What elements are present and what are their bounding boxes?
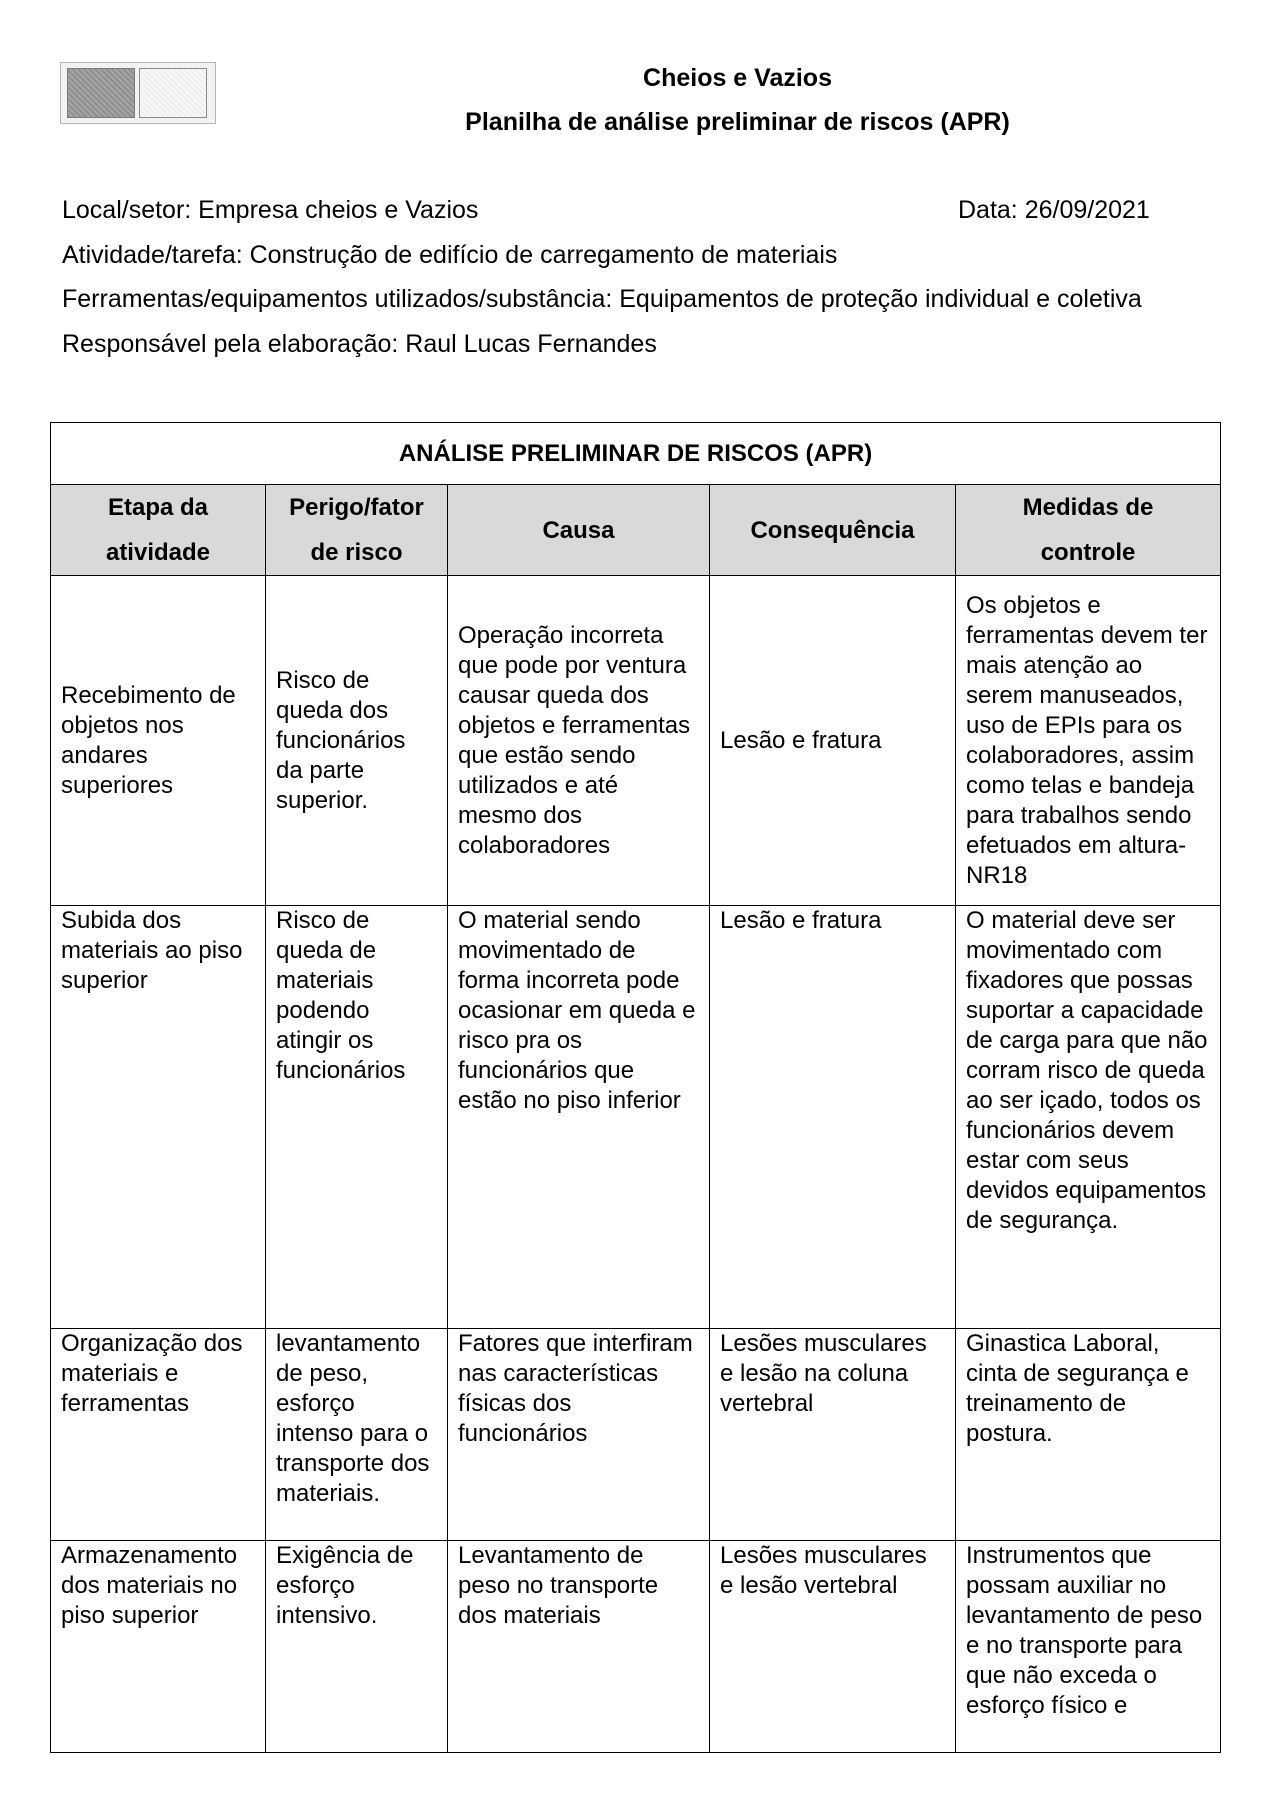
header-perigo	[266, 485, 448, 576]
cell-causa: Operação incorreta que pode por ventura causar queda dos objetos e ferramentas que estão sendo utilizados e até mesmo dos colaboradores	[448, 576, 710, 906]
document-title: Cheios e Vazios	[643, 64, 832, 92]
info-date: Data: 26/09/2021	[958, 196, 1150, 224]
table-row	[51, 576, 1221, 906]
header-etapa-line2: atividade	[105, 539, 211, 566]
cell-medidas: Instrumentos que possam auxiliar no levantamento de peso e no transporte para que não exceda o esforço físico e	[956, 1541, 1221, 1753]
cell-perigo: Risco de queda de materiais podendo atingir os funcionários	[266, 906, 448, 1329]
header-causa: Causa	[448, 485, 710, 576]
info-responsavel: Responsável pela elaboração: Raul Lucas Fernandes	[62, 330, 657, 358]
cell-causa: Levantamento de peso no transporte dos materiais	[448, 1541, 710, 1753]
table-header-row	[51, 485, 1221, 576]
cell-etapa: Subida dos materiais ao piso superior	[51, 906, 266, 1329]
table-row	[51, 1329, 1221, 1541]
cell-perigo: levantamento de peso, esforço intenso para o transporte dos materiais.	[266, 1329, 448, 1541]
cell-etapa: Recebimento de objetos nos andares superiores	[51, 576, 266, 906]
table-title: ANÁLISE PRELIMINAR DE RISCOS (APR)	[51, 423, 1221, 485]
apr-table	[50, 422, 1221, 1753]
cell-causa: O material sendo movimentado de forma incorreta pode ocasionar em queda e risco pra os funcionários que estão no piso inferior	[448, 906, 710, 1329]
info-local: Local/setor: Empresa cheios e Vazios	[62, 196, 479, 224]
cell-perigo: Exigência de esforço intensivo.	[266, 1541, 448, 1753]
cell-etapa: Armazenamento dos materiais no piso superior	[51, 1541, 266, 1753]
document-subtitle: Planilha de análise preliminar de riscos (APR)	[465, 108, 1010, 136]
cell-consequencia: Lesão e fratura	[710, 576, 956, 906]
header-medidas	[956, 485, 1221, 576]
cell-etapa: Organização dos materiais e ferramentas	[51, 1329, 266, 1541]
cell-consequencia: Lesões musculares e lesão vertebral	[710, 1541, 956, 1753]
header-medidas-line1: Medidas de	[1022, 494, 1154, 521]
header-consequencia: Consequência	[710, 485, 956, 576]
cell-medidas: Ginastica Laboral, cinta de segurança e treinamento de postura.	[956, 1329, 1221, 1541]
cell-causa: Fatores que interfiram nas características físicas dos funcionários	[448, 1329, 710, 1541]
table-row	[51, 1541, 1221, 1753]
header-perigo-line1: Perigo/fator	[289, 494, 424, 521]
header-etapa-line1: Etapa da	[107, 494, 209, 521]
header-etapa	[51, 485, 266, 576]
cell-medidas: Os objetos e ferramentas devem ter mais atenção ao serem manuseados, uso de EPIs para os colaboradores, assim como telas e bandeja para trabalhos sendo efetuados em altura-NR18	[956, 576, 1221, 906]
cell-consequencia: Lesão e fratura	[710, 906, 956, 1329]
table-row	[51, 906, 1221, 1329]
header-perigo-line2: de risco	[310, 539, 403, 566]
cell-perigo: Risco de queda dos funcionários da parte superior.	[266, 576, 448, 906]
cell-consequencia: Lesões musculares e lesão na coluna vertebral	[710, 1329, 956, 1541]
info-ferramentas: Ferramentas/equipamentos utilizados/substância: Equipamentos de proteção individual e coletiva	[62, 285, 1142, 313]
cell-medidas: O material deve ser movimentado com fixadores que possas suportar a capacidade de carga para que não corram risco de queda ao ser içado, todos os funcionários devem estar com seus devidos equipamentos de segurança.	[956, 906, 1221, 1329]
info-atividade: Atividade/tarefa: Construção de edifício de carregamento de materiais	[62, 241, 838, 269]
header-medidas-line2: controle	[1040, 539, 1136, 566]
